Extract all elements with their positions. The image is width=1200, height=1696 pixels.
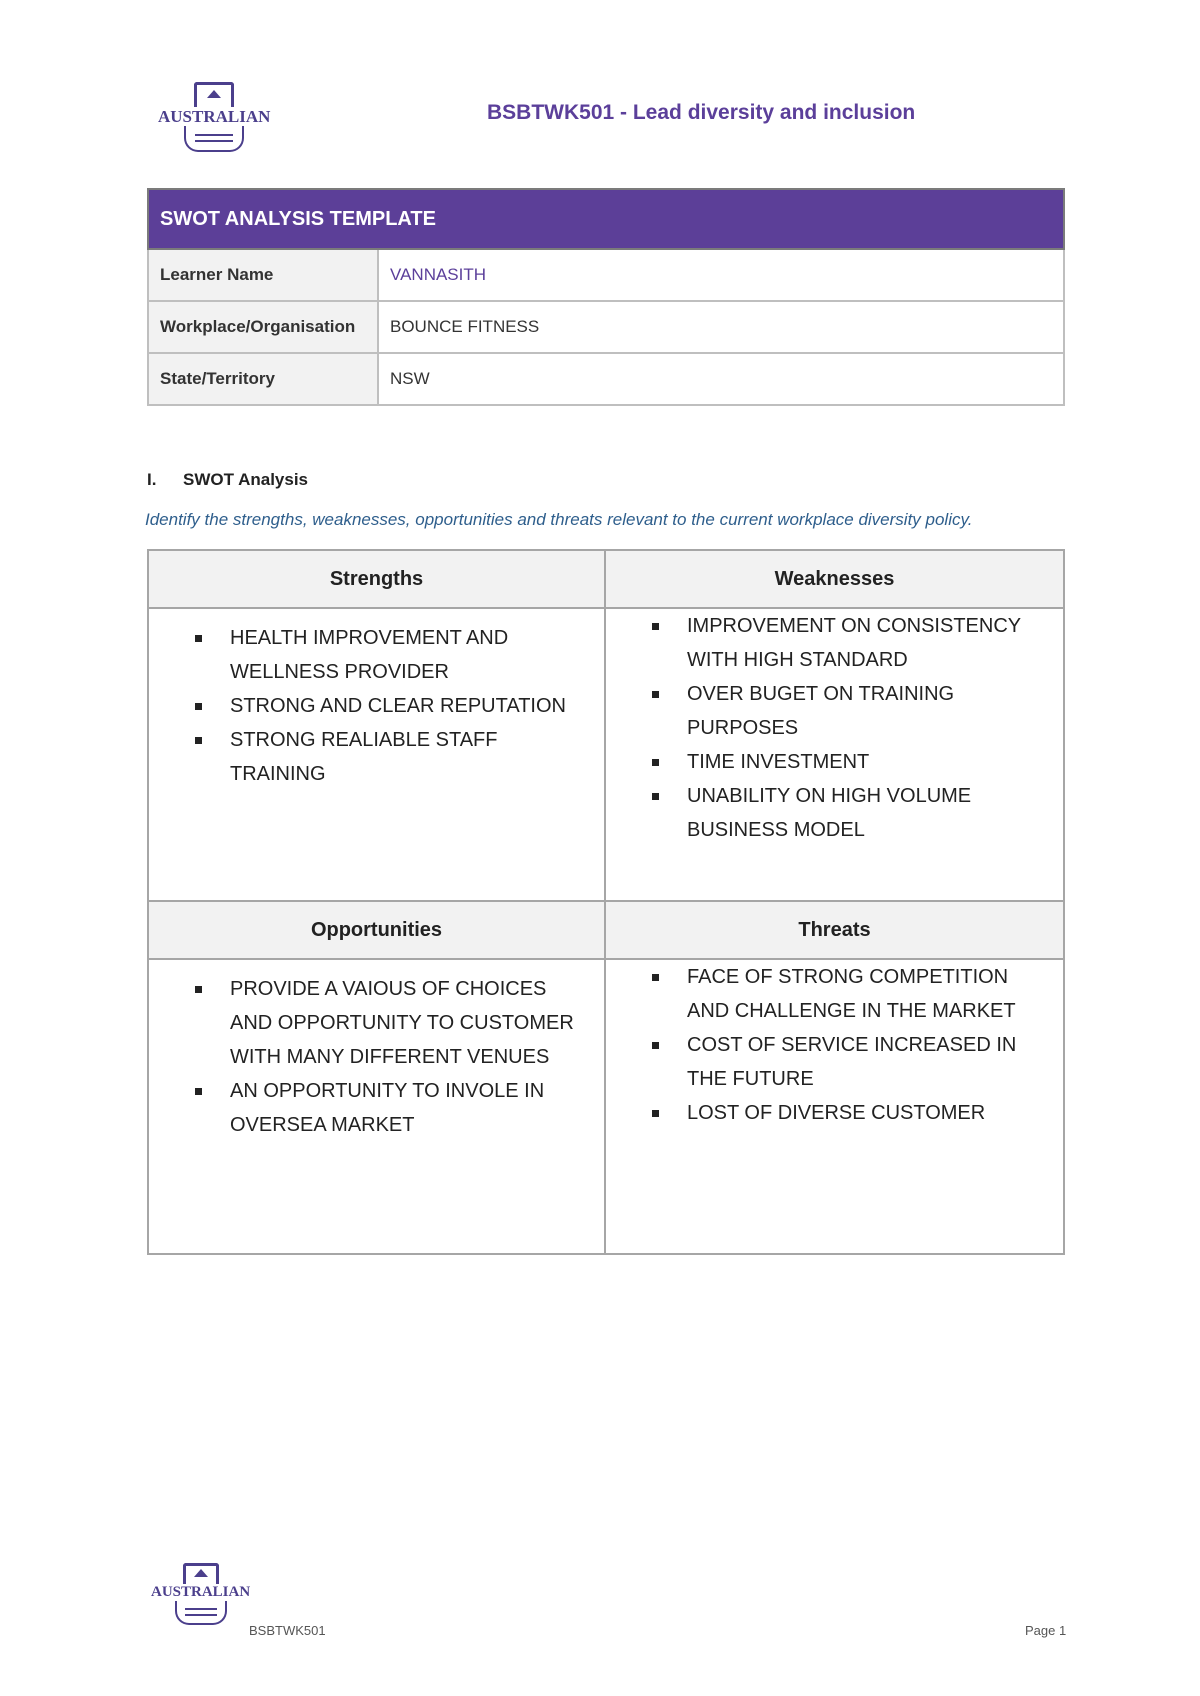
- list-item: UNABILITY ON HIGH VOLUME BUSINESS MODEL: [652, 779, 1043, 847]
- section-title: SWOT Analysis: [183, 470, 309, 489]
- opportunities-header: Opportunities: [149, 902, 606, 960]
- logo-shield-icon: [175, 1601, 227, 1625]
- page-number: Page 1: [1025, 1623, 1067, 1638]
- list-item: FACE OF STRONG COMPETITION AND CHALLENGE IN THE MARKET: [652, 960, 1043, 1028]
- list-item: AN OPPORTUNITY TO INVOLE IN OVERSEA MARKET: [195, 1074, 584, 1142]
- list-item: COST OF SERVICE INCREASED IN THE FUTURE: [652, 1028, 1043, 1096]
- list-item: HEALTH IMPROVEMENT AND WELLNESS PROVIDER: [195, 621, 584, 689]
- table-row: [148, 301, 1064, 353]
- threats-cell: [606, 960, 1063, 1253]
- logo-shield-icon: [184, 126, 244, 152]
- document-title: BSBTWK501 - Lead diversity and inclusion: [487, 101, 916, 124]
- table-row: [148, 353, 1064, 405]
- footer-unit-code: BSBTWK501: [249, 1623, 326, 1638]
- opportunities-cell: [149, 960, 606, 1253]
- section-number: I.: [147, 470, 157, 489]
- footer-logo: [151, 1563, 250, 1625]
- list-item: STRONG REALIABLE STAFF TRAINING: [195, 723, 584, 791]
- strengths-header: Strengths: [149, 551, 606, 609]
- instruction-text: Identify the strengths, weaknesses, opportunities and threats relevant to the current workplace diversity policy.: [145, 510, 973, 529]
- weaknesses-cell: [606, 609, 1063, 902]
- institution-logo: [158, 82, 270, 152]
- workplace-label: Workplace/Organisation: [148, 301, 378, 353]
- learner-name-label: Learner Name: [148, 249, 378, 301]
- state-label: State/Territory: [148, 353, 378, 405]
- list-item: LOST OF DIVERSE CUSTOMER: [652, 1096, 1043, 1130]
- weaknesses-header: Weaknesses: [606, 551, 1063, 609]
- logo-emblem-icon: [183, 1563, 219, 1584]
- logo-wordmark: AUSTRALIAN: [158, 107, 271, 126]
- swot-table: [147, 549, 1065, 1255]
- section-heading: [147, 470, 308, 490]
- list-item: PROVIDE A VAIOUS OF CHOICES AND OPPORTUNITY TO CUSTOMER WITH MANY DIFFERENT VENUES: [195, 972, 584, 1074]
- learner-name-value: VANNASITH: [378, 249, 1064, 301]
- threats-header: Threats: [606, 902, 1063, 960]
- list-item: IMPROVEMENT ON CONSISTENCY WITH HIGH STANDARD: [652, 609, 1043, 677]
- info-table-heading: SWOT ANALYSIS TEMPLATE: [148, 189, 1064, 249]
- list-item: TIME INVESTMENT: [652, 745, 1043, 779]
- state-value: NSW: [378, 353, 1064, 405]
- logo-emblem-icon: [194, 82, 234, 107]
- list-item: OVER BUGET ON TRAINING PURPOSES: [652, 677, 1043, 745]
- info-table: [147, 188, 1065, 406]
- workplace-value: BOUNCE FITNESS: [378, 301, 1064, 353]
- list-item: STRONG AND CLEAR REPUTATION: [195, 689, 584, 723]
- table-row: [148, 249, 1064, 301]
- strengths-cell: [149, 609, 606, 902]
- logo-wordmark: AUSTRALIAN: [151, 1584, 251, 1600]
